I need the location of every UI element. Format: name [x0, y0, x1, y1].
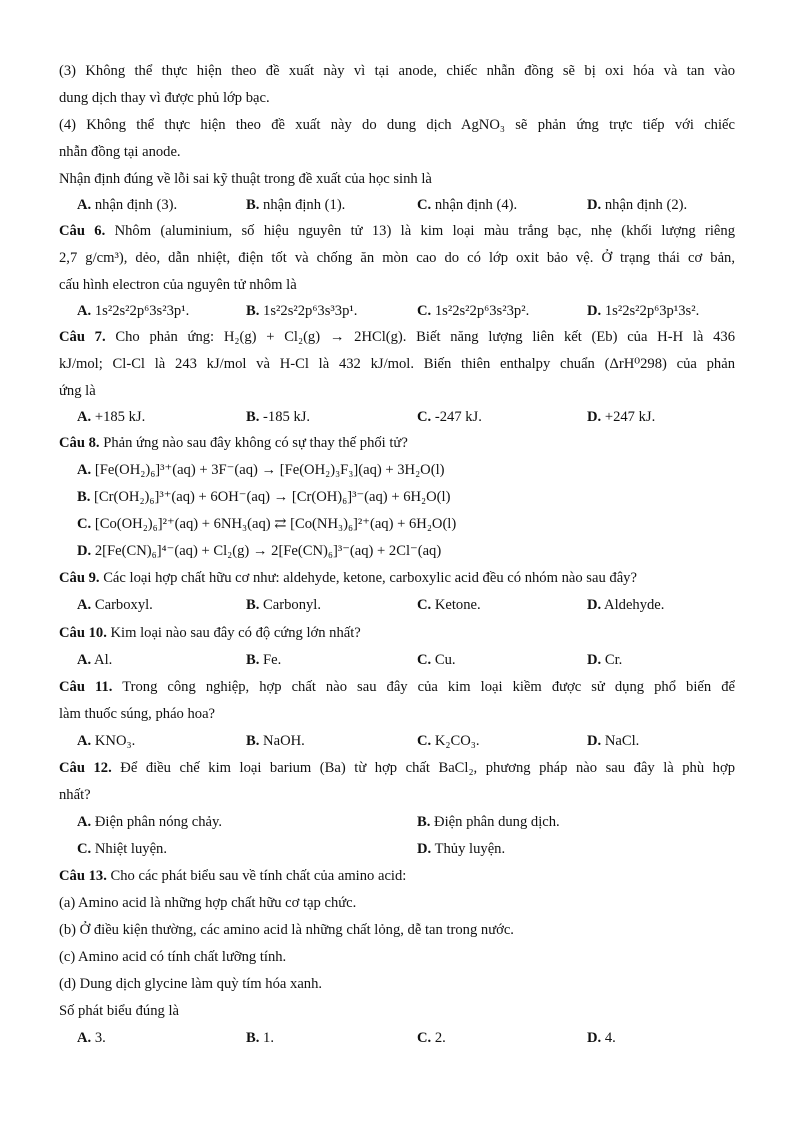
option-a[interactable]: A. nhận định (3). [77, 197, 178, 213]
q13-option-b[interactable]: B. 1. [246, 1030, 274, 1046]
question-prompt: Nhận định đúng về lỗi sai kỹ thuật trong đề xuất của học sinh là [59, 171, 432, 187]
q8-option-d[interactable]: D. 2[Fe(CN)₆]⁴⁻(aq) + Cl₂(g) → 2[Fe(CN)₆]³⁻(aq) + 2Cl⁻(aq) [77, 543, 442, 559]
q9-option-a[interactable]: A. Carboxyl. [77, 597, 153, 613]
q12-line-1: Câu 12. Để điều chế kim loại barium (Ba) từ hợp chất BaCl₂, phương pháp nào sau đây là phù hợp [59, 760, 735, 776]
q11-option-d[interactable]: D. NaCl. [587, 733, 640, 749]
q7-line-1: Câu 7. Cho phản ứng: H₂(g) + Cl₂(g) → 2HCl(g). Biết năng lượng liên kết (Eb) của H-H là 436 [59, 329, 736, 345]
q11-line-2: làm thuốc súng, pháo hoa? [59, 706, 216, 722]
q6-option-a[interactable]: A. 1s²2s²2p⁶3s²3p¹. [77, 303, 190, 319]
q13-prompt: Số phát biểu đúng là [59, 1003, 179, 1019]
q9-option-d[interactable]: D. Aldehyde. [587, 597, 665, 613]
q7-line-3: ứng là [59, 383, 96, 399]
q6-option-d[interactable]: D. 1s²2s²2p⁶3p¹3s². [587, 303, 700, 319]
q11-option-c[interactable]: C. K₂CO₃. [417, 733, 480, 749]
q8-line-1: Câu 8. Phản ứng nào sau đây không có sự thay thế phối tử? [59, 435, 408, 451]
q7-option-d[interactable]: D. +247 kJ. [587, 409, 656, 425]
q13-option-d[interactable]: D. 4. [587, 1030, 616, 1046]
q8-option-b[interactable]: B. [Cr(OH₂)₆]³⁺(aq) + 6OH⁻(aq) → [Cr(OH)₆]³⁻(aq) + 6H₂O(l) [77, 489, 451, 505]
q12-option-d[interactable]: D. Thủy luyện. [417, 841, 506, 857]
q13-statement-b: (b) Ở điều kiện thường, các amino acid là những chất lỏng, dễ tan trong nước. [59, 922, 514, 938]
q13-line-1: Câu 13. Cho các phát biểu sau về tính chất của amino acid: [59, 868, 407, 884]
statement-4-line-2: nhẫn đồng tại anode. [59, 144, 181, 160]
q6-line-2: 2,7 g/cm³), dẻo, dẫn nhiệt, điện tốt và chống ăn mòn cao do có lớp oxit bảo vệ. Ở trạng thái cơ bản, [59, 250, 735, 266]
q8-option-a[interactable]: A. [Fe(OH₂)₆]³⁺(aq) + 3F⁻(aq) → [Fe(OH₂)₃F₃](aq) + 3H₂O(l) [77, 462, 445, 478]
q6-line-1: Câu 6. Nhôm (aluminium, số hiệu nguyên tử 13) là kim loại màu trắng bạc, nhẹ (khối lượng riêng [59, 223, 736, 239]
q10-option-a[interactable]: A. Al. [77, 652, 113, 668]
option-d[interactable]: D. nhận định (2). [587, 197, 688, 213]
q12-line-2: nhất? [59, 787, 91, 803]
option-b[interactable]: B. nhận định (1). [246, 197, 346, 213]
statement-3-line-2: dung dịch thay vì được phủ lớp bạc. [59, 90, 270, 106]
q13-statement-c: (c) Amino acid có tính chất lưỡng tính. [59, 949, 287, 965]
q11-line-1: Câu 11. Trong công nghiệp, hợp chất nào sau đây của kim loại kiềm được sử dụng phổ biến để [59, 679, 735, 695]
q7-option-c[interactable]: C. -247 kJ. [417, 409, 482, 425]
q7-line-2: kJ/mol; Cl-Cl là 243 kJ/mol và H-Cl là 432 kJ/mol. Biến thiên enthalpy chuẩn (ΔrH⁰298) của phản [59, 356, 735, 372]
q13-option-c[interactable]: C. 2. [417, 1030, 446, 1046]
q9-option-c[interactable]: C. Ketone. [417, 597, 481, 613]
q12-option-a[interactable]: A. Điện phân nóng chảy. [77, 814, 222, 830]
q6-line-3: cấu hình electron của nguyên tử nhôm là [59, 277, 297, 293]
q9-line-1: Câu 9. Các loại hợp chất hữu cơ như: aldehyde, ketone, carboxylic acid đều có nhóm nào sau đây? [59, 570, 637, 586]
q9-option-b[interactable]: B. Carbonyl. [246, 597, 322, 613]
q10-line-1: Câu 10. Kim loại nào sau đây có độ cứng lớn nhất? [59, 625, 361, 641]
statement-4-line-1: (4) Không thể thực hiện theo đề xuất này do dung dịch AgNO₃ sẽ phản ứng trực tiếp với chiếc [59, 117, 735, 133]
q11-option-b[interactable]: B. NaOH. [246, 733, 305, 749]
q12-option-b[interactable]: B. Điện phân dung dịch. [417, 814, 560, 830]
q13-statement-d: (d) Dung dịch glycine làm quỳ tím hóa xanh. [59, 976, 323, 992]
q10-option-b[interactable]: B. Fe. [246, 652, 282, 668]
option-c[interactable]: C. nhận định (4). [417, 197, 518, 213]
q13-option-a[interactable]: A. 3. [77, 1030, 106, 1046]
statement-3-line-1: (3) Không thể thực hiện theo đề xuất này vì tại anode, chiếc nhẫn đồng sẽ bị oxi hóa và tan vào [59, 63, 735, 79]
q10-option-d[interactable]: D. Cr. [587, 652, 623, 668]
q6-option-c[interactable]: C. 1s²2s²2p⁶3s²3p². [417, 303, 530, 319]
q10-option-c[interactable]: C. Cu. [417, 652, 456, 668]
q13-statement-a: (a) Amino acid là những hợp chất hữu cơ tạp chức. [59, 895, 357, 911]
q7-option-b[interactable]: B. -185 kJ. [246, 409, 311, 425]
q11-option-a[interactable]: A. KNO₃. [77, 733, 136, 749]
q7-option-a[interactable]: A. +185 kJ. [77, 409, 146, 425]
q6-option-b[interactable]: B. 1s²2s²2p⁶3s³3p¹. [246, 303, 358, 319]
q12-option-c[interactable]: C. Nhiệt luyện. [77, 841, 168, 857]
q8-option-c[interactable]: C. [Co(OH₂)₆]²⁺(aq) + 6NH₃(aq) ⇄ [Co(NH₃)₆]²⁺(aq) + 6H₂O(l) [77, 516, 457, 532]
